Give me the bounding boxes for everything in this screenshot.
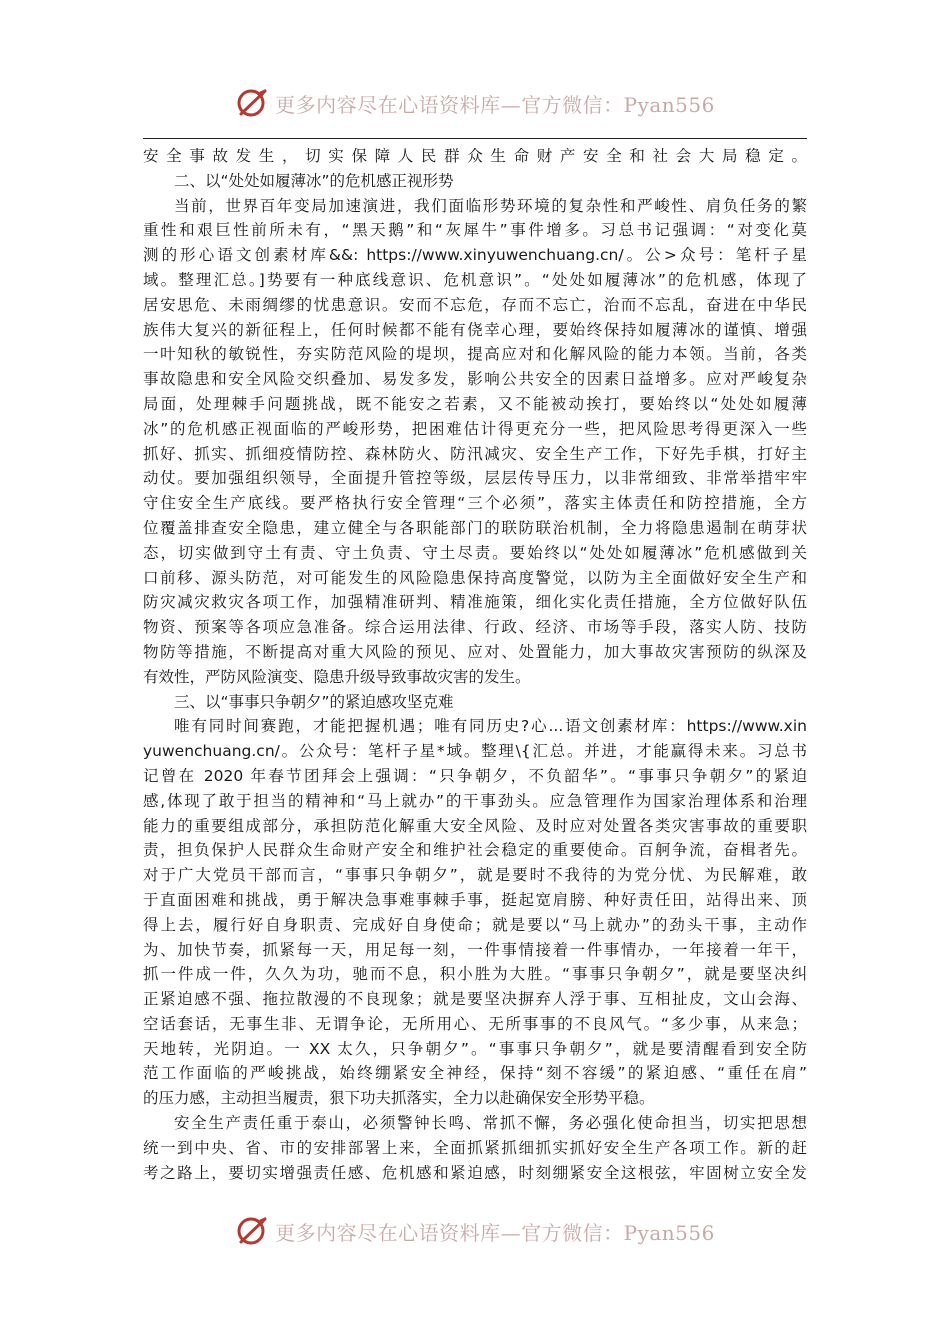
- text-line: 动仗。要加强组织领导，全面提升管控等级，层层传导压力，以非常细致、非常举措牢牢: [143, 469, 807, 488]
- text-line: 正紧迫感不强、拖拉散漫的不良现象；就是要坚决摒弃人浮于事、互相扯皮，文山会海、: [143, 990, 807, 1009]
- text-line: 唯有同时间赛跑，才能把握机遇；唯有同历史?心...语文创素材库：https://www.xin: [174, 717, 807, 736]
- text-line: yuwenchuang.cn/。公众号：笔杆子星*域。整理\{汇总。并进，才能赢得未来。习总书: [143, 742, 807, 761]
- text-line: 记曾在 2020 年春节团拜会上强调：“只争朝夕，不负韶华”。“事事只争朝夕”的紧迫: [143, 766, 807, 785]
- header-watermark: [0, 80, 950, 126]
- text-line: 感,体现了敢于担当的精神和“马上就办”的干事劲头。应急管理作为国家治理体系和治理: [143, 791, 807, 810]
- header-watermark-text: 更多内容尽在心语资料库—官方微信：Pyan556: [275, 92, 715, 117]
- text-line: 测的形心语文创素材库&&: https://www.xinyuwenchuang.cn/。公>众号：笔杆子星: [143, 246, 807, 265]
- header-divider: [143, 138, 807, 139]
- text-line: 于直面困难和挑战，勇于解决急事难事棘手事，挺起宽肩膀、种好责任田，站得出来、顶: [143, 890, 807, 909]
- text-line: 当前，世界百年变局加速演进，我们面临形势环境的复杂性和严峻性、肩负任务的繁: [174, 196, 807, 215]
- text-line: 域。整理汇总。]势要有一种底线意识、危机意识”。“处处如履薄冰”的危机感，体现了: [143, 270, 807, 289]
- text-line: 一叶知秋的敏锐性，夯实防范风险的堤坝，提高应对和化解风险的能力本领。当前，各类: [143, 345, 807, 364]
- text-line: 抓好、抓实、抓细疫情防控、森林防火、防汛减灾、安全生产工作，下好先手棋，打好主: [143, 444, 807, 463]
- text-line: 责，担负保护人民群众生命财产安全和维护社会稳定的重要使命。百舸争流，奋楫者先。: [143, 841, 807, 860]
- text-line: 族伟大复兴的新征程上，任何时候都不能有侥幸心理，要始终保持如履薄冰的谨慎、增强: [143, 320, 807, 339]
- text-line: 物防等措施，不断提高对重大风险的预见、应对、处置能力，加大事故灾害预防的纵深及: [143, 642, 807, 661]
- text-line: 事故隐患和安全风险交织叠加、易发多发，影响公共安全的因素日益增多。应对严峻复杂: [143, 370, 807, 389]
- section-heading-2: 二、以“处处如履薄冰”的危机感正视形势: [174, 171, 454, 190]
- text-line: 安全生产责任重于泰山，必须警钟长鸣、常抓不懈，务必强化使命担当，切实把思想: [174, 1114, 807, 1133]
- text-line: 口前移、源头防范，对可能发生的风险隐患保持高度警觉，以防为主全面做好安全生产和: [143, 568, 807, 587]
- text-line: 冰”的危机感正视面临的严峻形势，把困难估计得更充分一些，把风险思考得更深入一些: [143, 419, 807, 438]
- text-line: 安全事故发生，切实保障人民群众生命财产安全和社会大局稳定。: [143, 147, 807, 165]
- text-line: 的压力感，主动担当履责，狠下功夫抓落实，全力以赴确保安全形势平稳。: [143, 1089, 655, 1108]
- text-line: 局面，处理棘手问题挑战，既不能安之若素，又不能被动挨打，要始终以“处处如履薄: [143, 394, 807, 413]
- text-line: 天地转，光阴迫。一 XX 太久，只争朝夕”。“事事只争朝夕”，就是要清醒看到安全防: [143, 1039, 807, 1058]
- text-line: 重性和艰巨性前所未有，“黑天鹅”和“灰犀牛”事件增多。习总书记强调：“对变化莫: [143, 221, 807, 240]
- text-line: 统一到中央、省、市的安排部署上来，全面抓紧抓细抓实抓好安全生产各项工作。新的赶: [143, 1138, 807, 1157]
- text-line: 空话套话，无事生非、无谓争论，无所用心、无所事事的不良风气。“多少事，从来急；: [143, 1014, 807, 1033]
- text-line: 守住安全生产底线。要严格执行安全管理“三个必须”，落实主体责任和防控措施，全方: [143, 494, 807, 513]
- text-line: 能力的重要组成部分，承担防范化解重大安全风险、及时应对处置各类灾害事故的重要职: [143, 816, 807, 835]
- text-line: 考之路上，要切实增强责任感、危机感和紧迫感，时刻绷紧安全这根弦，牢固树立安全发: [143, 1163, 807, 1182]
- text-line: 对于广大党员干部而言，“事事只争朝夕”，就是要时不我待的为党分忧、为民解难，敢: [143, 866, 807, 885]
- document-body: [143, 144, 807, 1185]
- text-line: 得上去，履行好自身职责、完成好自身使命；就是要以“马上就办”的劲头干事，主动作: [143, 915, 807, 934]
- brush-logo-icon: [235, 1214, 269, 1248]
- text-line: 位覆盖排查安全隐患，建立健全与各职能部门的联防联治机制，全力将隐患遏制在萌芽状: [143, 518, 807, 537]
- text-line: 为、加快节奏，抓紧每一天，用足每一刻，一件事情接着一件事情办，一年接着一年干，: [143, 940, 807, 959]
- text-line: 抓一件成一件，久久为功，驰而不息，积小胜为大胜。“事事只争朝夕”，就是要坚决纠: [143, 965, 807, 984]
- text-line: 防灾减灾救灾各项工作，加强精准研判、精准施策，细化实化责任措施，全方位做好队伍: [143, 593, 807, 612]
- section-heading-3: 三、以“事事只争朝夕”的紧迫感攻坚克难: [174, 692, 454, 711]
- text-line: 态，切实做到守土有责、守土负责、守土尽责。要始终以“处处如履薄冰”危机感做到关: [143, 543, 807, 562]
- brush-logo-icon: [235, 86, 269, 120]
- footer-watermark-text: 更多内容尽在心语资料库—官方微信：Pyan556: [275, 1220, 715, 1245]
- text-line: 有效性，严防风险演变、隐患升级导致事故灾害的发生。: [143, 667, 531, 686]
- text-line: 居安思危、未雨绸缪的忧患意识。安而不忘危，存而不忘亡，治而不忘乱，奋进在中华民: [143, 295, 807, 314]
- text-line: 物资、预案等各项应急准备。综合运用法律、行政、经济、市场等手段，落实人防、技防: [143, 618, 807, 637]
- text-line: 范工作面临的严峻挑战，始终绷紧安全神经，保持“刻不容缓”的紧迫感、“重任在肩”: [143, 1064, 807, 1083]
- footer-watermark: [0, 1208, 950, 1254]
